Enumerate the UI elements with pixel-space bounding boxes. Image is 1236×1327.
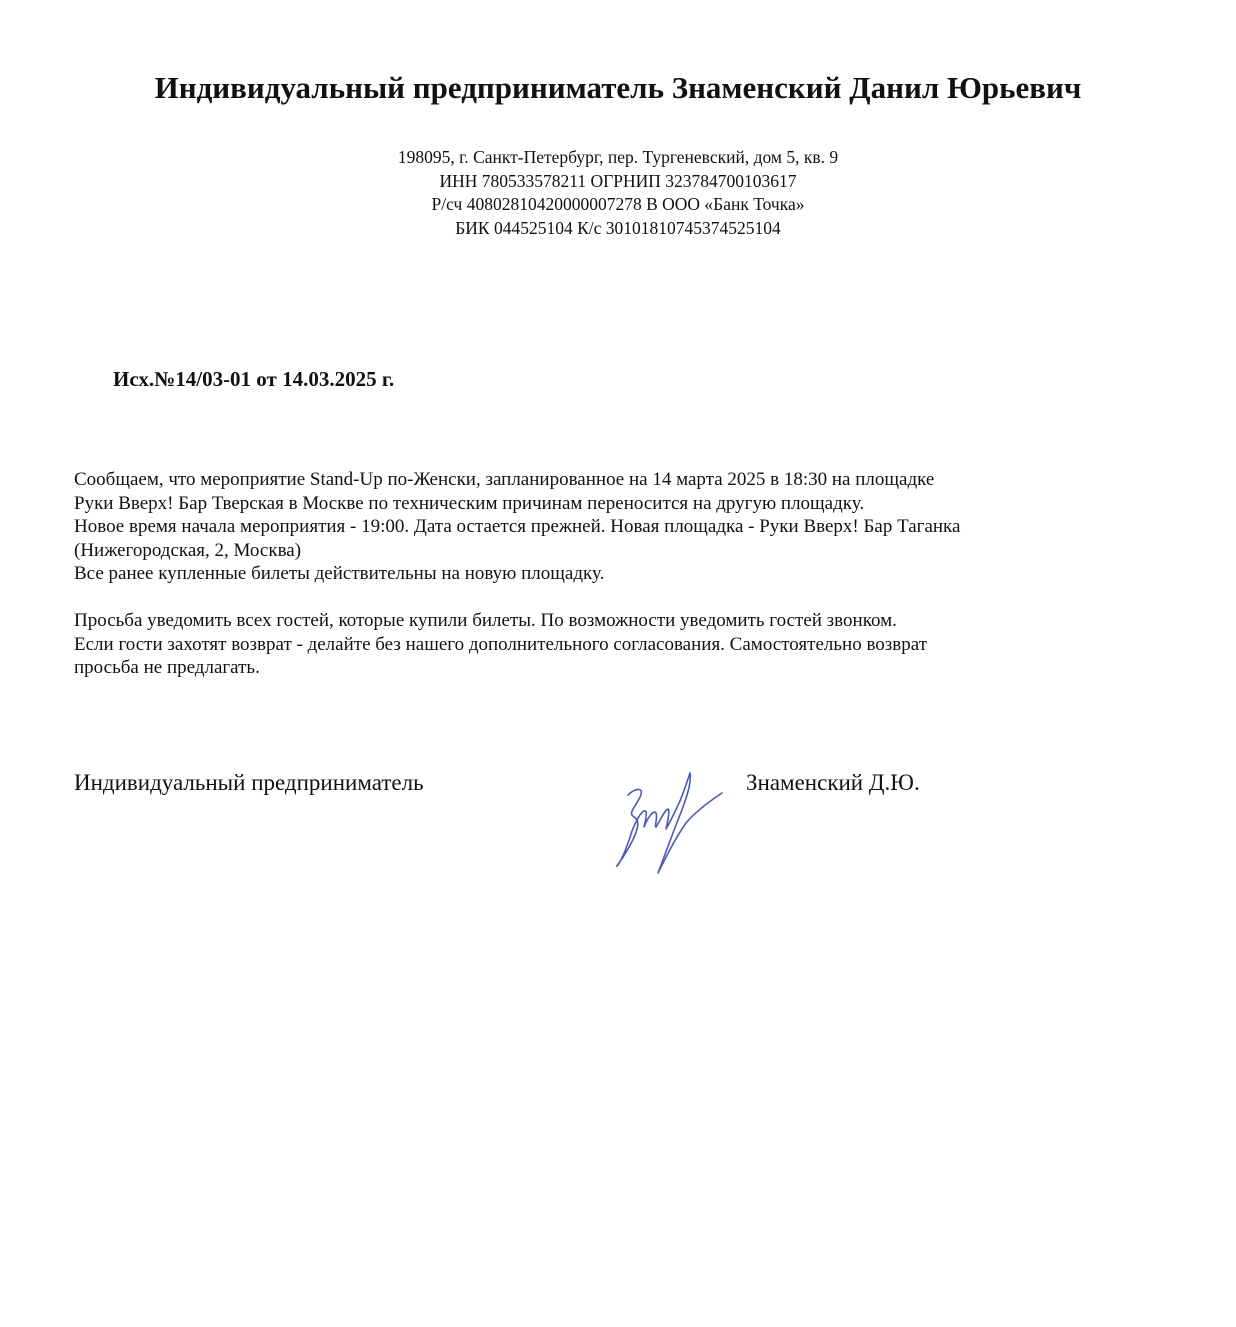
handwritten-signature	[606, 765, 730, 885]
signatory-role: Индивидуальный предприниматель	[74, 770, 424, 795]
paragraph-request	[74, 609, 1184, 680]
inn-line: ИНН 780533578211 ОГРНИП 323784700103617	[439, 170, 797, 191]
requisites-block	[0, 146, 1236, 240]
bik-line: БИК 044525104 К/с 30101810745374525104	[455, 217, 781, 238]
address-line: 198095, г. Санкт-Петербург, пер. Тургеневский, дом 5, кв. 9	[397, 147, 839, 167]
body-line: Все ранее купленные билеты действительны на новую площадку.	[74, 563, 605, 584]
letter-body	[74, 468, 1184, 680]
body-line: Сообщаем, что мероприятие Stand-Up по-Женски, запланированное на 14 марта 2025 в 18:30 на площадке	[74, 469, 935, 490]
outgoing-reference: Исх.№14/03-01 от 14.03.2025 г.	[113, 367, 395, 391]
body-line: (Нижегородская, 2, Москва)	[74, 539, 302, 561]
body-line: Новое время начала мероприятия - 19:00. Дата остается прежней. Новая площадка - Руки Вверх! Бар Таганка	[74, 516, 961, 537]
account-line: Р/сч 40802810420000007278 В ООО «Банк Точка»	[431, 194, 805, 214]
org-title: Индивидуальный предприниматель Знаменский Данил Юрьевич	[154, 70, 1082, 105]
body-line: Просьба уведомить всех гостей, которые купили билеты. По возможности уведомить гостей звонком.	[74, 610, 897, 631]
body-line: просьба не предлагать.	[74, 657, 260, 678]
signatory-name: Знаменский Д.Ю.	[746, 770, 920, 795]
body-line: Если гости захотят возврат - делайте без нашего дополнительного согласования. Самостоятельно возврат	[74, 633, 928, 655]
paragraph-notice	[74, 468, 1184, 586]
body-line: Руки Вверх! Бар Тверская в Москве по техническим причинам переносится на другую площадку.	[74, 492, 865, 514]
